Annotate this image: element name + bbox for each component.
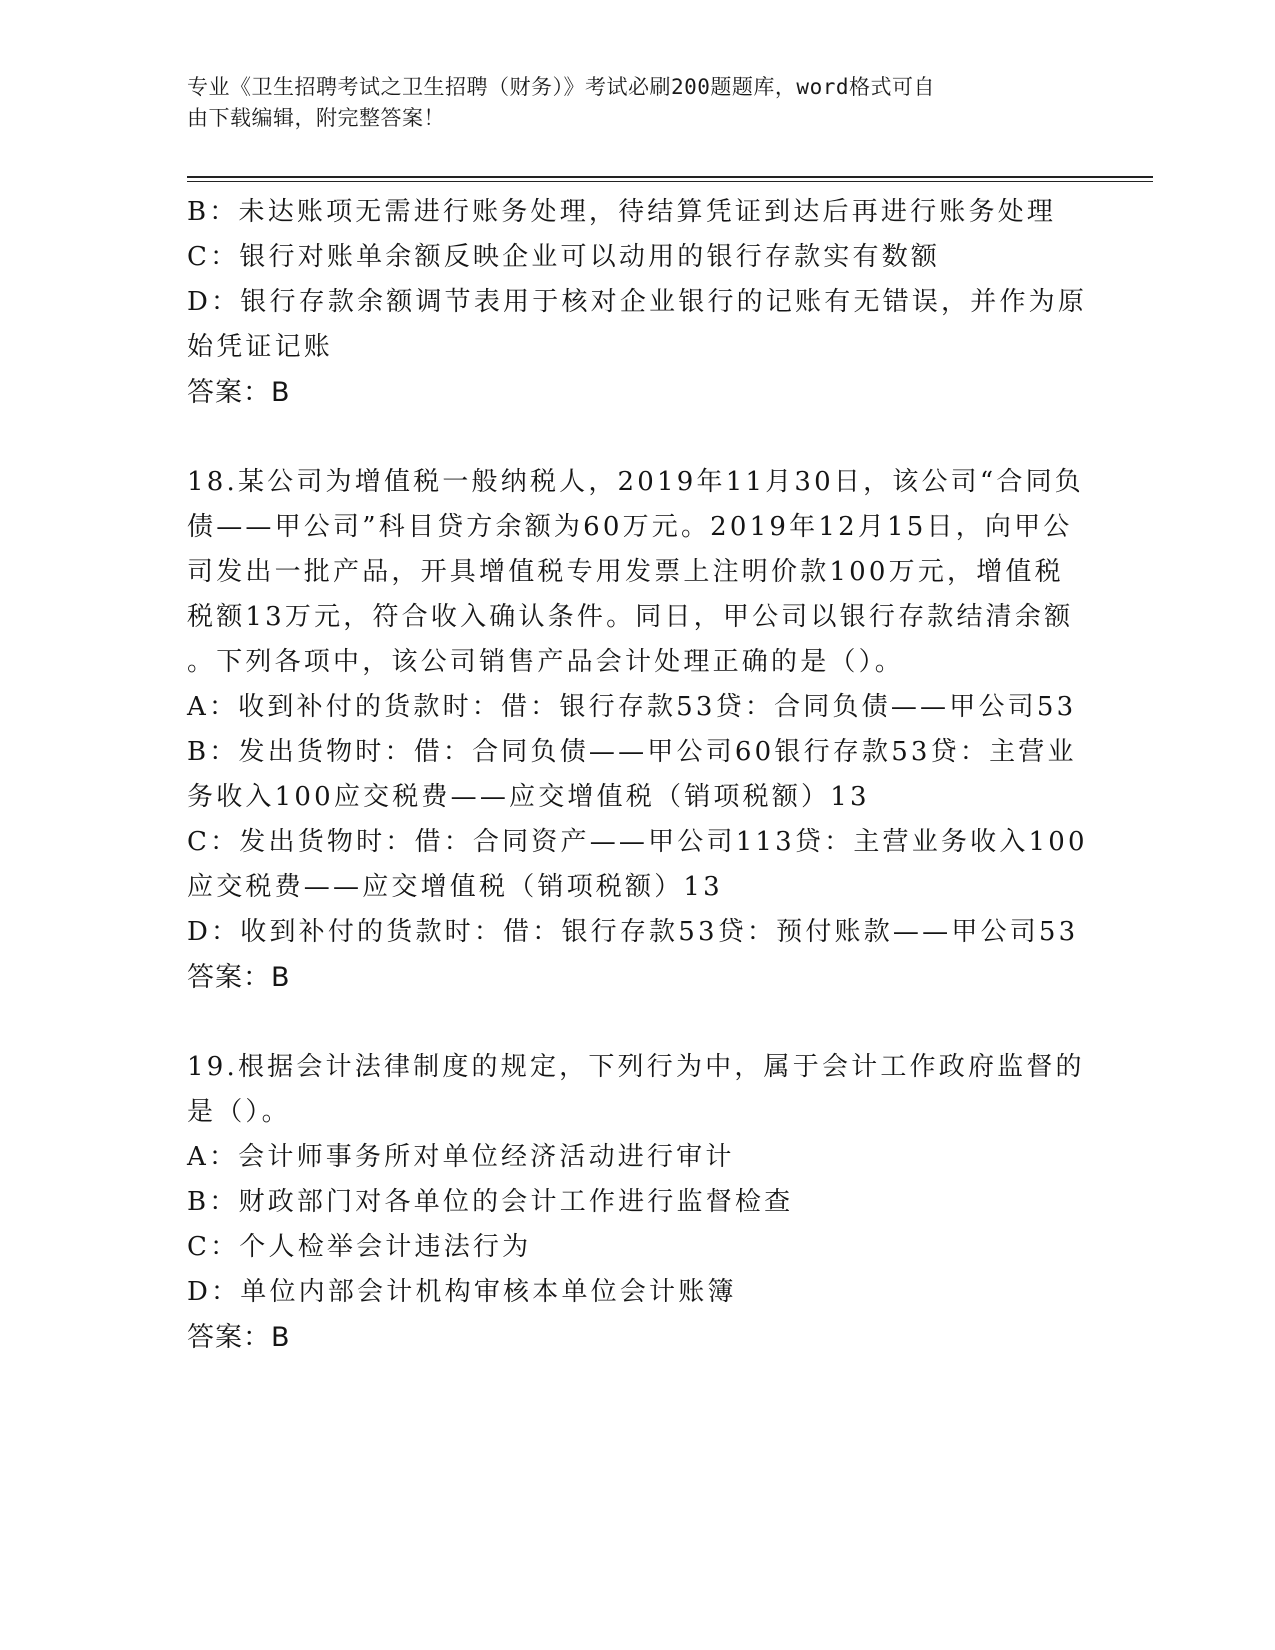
question-stem-line-4: 税额13万元，符合收入确认条件。同日，甲公司以银行存款结清余额	[187, 602, 1074, 632]
spacer	[187, 1000, 1077, 1045]
option-d: D：单位内部会计机构审核本单位会计账簿	[187, 1277, 737, 1307]
option-c: C：银行对账单余额反映企业可以动用的银行存款实有数额	[187, 242, 941, 272]
option-d-line-1: D：银行存款余额调节表用于核对企业银行的记账有无错误，并作为原	[187, 287, 1088, 317]
question-19	[187, 1045, 1085, 1360]
option-b: B：未达账项无需进行账务处理，待结算凭证到达后再进行账务处理	[187, 197, 1057, 227]
header-line-1: 专业《卫生招聘考试之卫生招聘（财务）》考试必刷200题题库，word格式可自	[187, 75, 935, 99]
question-18	[187, 460, 1088, 1000]
question-stem-line-1: 19.根据会计法律制度的规定，下列行为中，属于会计工作政府监督的	[187, 1052, 1085, 1082]
question-stem-line-1: 18.某公司为增值税一般纳税人，2019年11月30日，该公司“合同负	[187, 467, 1084, 497]
header-line-2: 由下载编辑，附完整答案！	[187, 106, 445, 130]
header-rule-thin	[187, 181, 1153, 182]
question-stem-line-2: 债——甲公司”科目贷方余额为60万元。2019年12月15日，向甲公	[187, 512, 1073, 542]
question-stem-line-2: 是（）。	[187, 1097, 291, 1127]
option-a: A：会计师事务所对单位经济活动进行审计	[187, 1142, 735, 1172]
header-rule-thick	[187, 176, 1153, 178]
answer: 答案：B	[187, 377, 291, 408]
option-d: D：收到补付的货款时：借：银行存款53贷：预付账款——甲公司53	[187, 917, 1079, 947]
spacer	[187, 415, 1077, 460]
answer: 答案：B	[187, 1322, 291, 1353]
answer: 答案：B	[187, 962, 291, 993]
option-b: B：财政部门对各单位的会计工作进行监督检查	[187, 1187, 794, 1217]
question-stem-line-3: 司发出一批产品，开具增值税专用发票上注明价款100万元，增值税	[187, 557, 1064, 587]
question-17-continued	[187, 190, 1088, 415]
question-stem-line-5: 。下列各项中，该公司销售产品会计处理正确的是（）。	[187, 647, 905, 677]
option-c-line-1: C：发出货物时：借：合同资产——甲公司113贷：主营业务收入100	[187, 827, 1088, 857]
option-a: A：收到补付的货款时：借：银行存款53贷：合同负债——甲公司53	[187, 692, 1077, 722]
option-c-line-2: 应交税费——应交增值税（销项税额）13	[187, 872, 723, 902]
option-d-line-2: 始凭证记账	[187, 332, 334, 362]
option-c: C：个人检举会计违法行为	[187, 1232, 532, 1262]
option-b-line-2: 务收入100应交税费——应交增值税（销项税额）13	[187, 782, 870, 812]
document-body	[187, 190, 1088, 1360]
option-b-line-1: B：发出货物时：借：合同负债——甲公司60银行存款53贷：主营业	[187, 737, 1077, 767]
document-header	[187, 72, 1067, 134]
